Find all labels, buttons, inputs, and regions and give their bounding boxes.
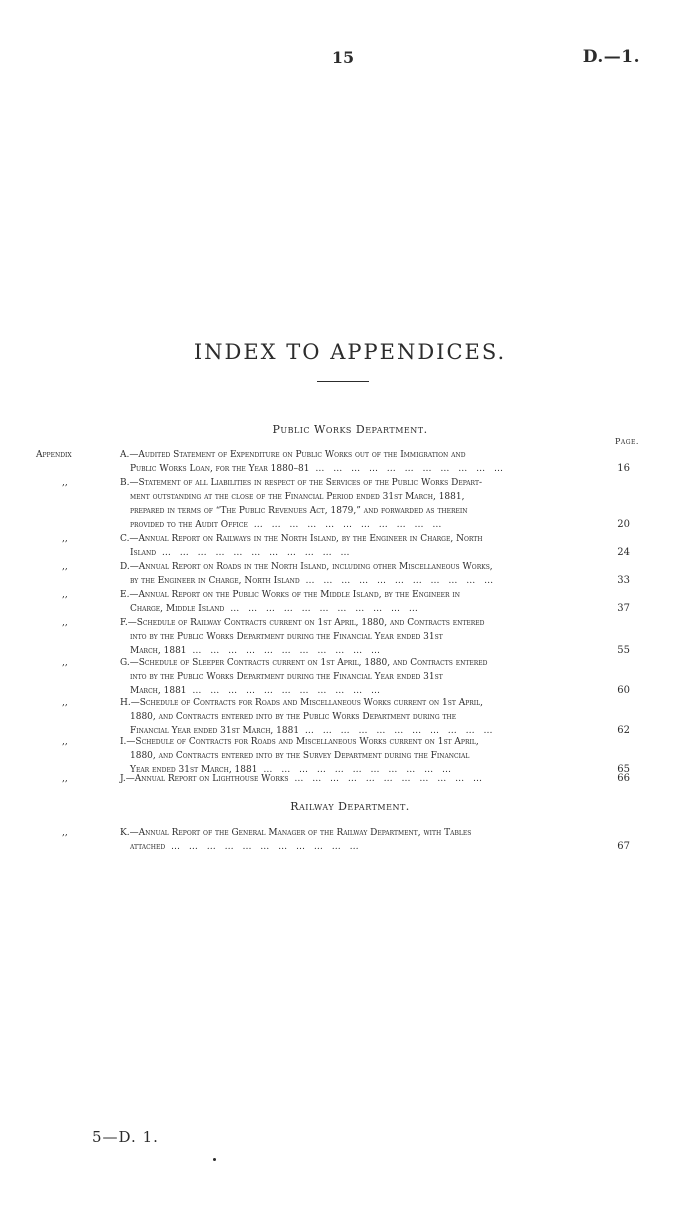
- leader-dots: … … … … … … … … … … …: [299, 726, 496, 736]
- leader-dots: … … … … … … … … … … …: [224, 604, 421, 614]
- index-entry: [36, 560, 640, 588]
- entry-line-text: Schedule of Railway Contracts current on 1st April, 1880, and Contracts entered: [136, 618, 485, 628]
- entry-description: [120, 772, 606, 786]
- appendix-letter: F.—: [120, 618, 137, 628]
- appendix-letter: B.—: [120, 478, 139, 488]
- ditto-mark: ,,: [62, 698, 68, 708]
- entry-page-number: 37: [617, 603, 630, 614]
- entry-line-text: 1880, and Contracts entered into by the Survey Department during the Financial: [130, 751, 470, 761]
- leader-dots: … … … … … … … … … … …: [186, 646, 383, 656]
- entry-line: [130, 840, 606, 854]
- footer-document-code: 5—D. 1.: [92, 1128, 159, 1146]
- index-entry: [36, 772, 640, 786]
- leader-dots: … … … … … … … … … … …: [247, 520, 445, 530]
- entry-line: [120, 656, 606, 670]
- page-number: 15: [331, 48, 355, 67]
- leader-dots: … … … … … … … … … … …: [309, 464, 506, 474]
- print-speck: [213, 1158, 216, 1161]
- entry-line: [120, 735, 606, 749]
- appendix-label: Appendix: [36, 450, 72, 460]
- page-column-label: Page.: [615, 437, 639, 446]
- entry-line: [120, 448, 606, 462]
- entry-line-text: Annual Report on Lighthouse Works: [134, 774, 289, 784]
- ditto-mark: ,,: [62, 618, 68, 628]
- entry-line: [130, 504, 606, 518]
- entry-page-number: 62: [617, 725, 630, 736]
- entry-line-text: March, 1881: [130, 646, 187, 656]
- ditto-mark: ,,: [62, 828, 68, 838]
- entry-line-text: Year ended 31st March, 1881: [130, 765, 258, 775]
- entry-line-text: Charge, Middle Island: [130, 604, 225, 614]
- entry-line-text: Schedule of Contracts for Roads and Miscellaneous Works current on 1st April,: [135, 737, 479, 747]
- entry-page-number: 20: [617, 519, 630, 530]
- entry-description: [120, 656, 606, 698]
- entry-line-text: provided to the Audit Office: [130, 520, 248, 530]
- entry-line: [130, 710, 606, 724]
- entry-line: [120, 696, 606, 710]
- entry-line: [120, 826, 606, 840]
- appendix-letter: D.—: [120, 562, 139, 572]
- leader-dots: … … … … … … … … … … …: [288, 774, 485, 784]
- index-entry: [36, 656, 640, 698]
- entry-page-number: 65: [617, 764, 630, 775]
- entry-line: [120, 476, 606, 490]
- entry-page-number: 60: [617, 685, 630, 696]
- entry-line: [130, 602, 606, 616]
- entry-page-number: 33: [617, 575, 630, 586]
- entry-line-text: Annual Report on the Public Works of the Middle Island, by the Engineer in: [138, 590, 461, 600]
- entry-line: [130, 630, 606, 644]
- entry-line-text: Annual Report on Roads in the North Island, including other Miscellaneous Works,: [138, 562, 493, 572]
- appendix-letter: I.—: [120, 737, 136, 747]
- index-entry: [36, 588, 640, 616]
- entry-description: [120, 532, 606, 560]
- entry-line: [130, 490, 606, 504]
- leader-dots: … … … … … … … … … … …: [156, 548, 353, 558]
- entry-line-text: Annual Report on Railways in the North Island, by the Engineer in Charge, North: [138, 534, 483, 544]
- section-heading-railway: Railway Department.: [290, 800, 410, 813]
- entry-line-text: into by the Public Works Department during the Financial Year ended 31st: [130, 672, 443, 682]
- ditto-mark: ,,: [62, 658, 68, 668]
- document-code: D.—1.: [582, 47, 640, 67]
- entry-line-text: Schedule of Contracts for Roads and Miscellaneous Works current on 1st April,: [139, 698, 483, 708]
- appendix-letter: E.—: [120, 590, 139, 600]
- title-divider: [317, 381, 369, 382]
- index-entry: [36, 616, 640, 658]
- section-heading-public-works: Public Works Department.: [272, 423, 428, 436]
- entry-line-text: by the Engineer in Charge, North Island: [130, 576, 300, 586]
- index-entry: [36, 476, 640, 532]
- entry-line: [120, 560, 606, 574]
- entry-line: [130, 670, 606, 684]
- appendix-letter: J.—: [120, 774, 135, 784]
- entry-description: [120, 826, 606, 854]
- entry-line-text: Financial Year ended 31st March, 1881: [130, 726, 300, 736]
- entry-line: [120, 772, 606, 786]
- appendix-letter: K.—: [120, 828, 139, 838]
- leader-dots: … … … … … … … … … … …: [186, 686, 383, 696]
- entry-line-text: March, 1881: [130, 686, 187, 696]
- appendix-letter: G.—: [120, 658, 139, 668]
- ditto-mark: ,,: [62, 562, 68, 572]
- page-title: INDEX TO APPENDICES.: [193, 340, 507, 364]
- entry-line-text: prepared in terms of “The Public Revenues Act, 1879,” and forwarded as therein: [130, 506, 468, 516]
- leader-dots: … … … … … … … … … … …: [299, 576, 497, 586]
- ditto-mark: ,,: [62, 590, 68, 600]
- entry-description: [120, 560, 606, 588]
- ditto-mark: ,,: [62, 478, 68, 488]
- entry-line-text: Annual Report of the General Manager of the Railway Department, with Tables: [138, 828, 472, 838]
- entry-line: [130, 518, 606, 532]
- entry-description: [120, 476, 606, 532]
- appendix-letter: C.—: [120, 534, 139, 544]
- entry-page-number: 55: [617, 645, 630, 656]
- entry-line-text: Statement of all Liabilities in respect of the Services of the Public Works Depart-: [138, 478, 483, 488]
- entry-line: [130, 574, 606, 588]
- entry-line-text: Schedule of Sleeper Contracts current on 1st April, 1880, and Contracts entered: [138, 658, 488, 668]
- entry-page-number: 67: [617, 841, 630, 852]
- entry-page-number: 66: [617, 773, 630, 784]
- entry-description: [120, 616, 606, 658]
- entry-line: [130, 546, 606, 560]
- leader-dots: … … … … … … … … … … …: [165, 842, 362, 852]
- entry-description: [120, 448, 606, 476]
- entry-line-text: Island: [130, 548, 157, 558]
- appendix-letter: H.—: [120, 698, 140, 708]
- entry-line-text: Audited Statement of Expenditure on Public Works out of the Immigration and: [138, 450, 466, 460]
- entry-line-text: ment outstanding at the close of the Financial Period ended 31st March, 1881,: [130, 492, 465, 502]
- index-entry: [36, 735, 640, 777]
- ditto-mark: ,,: [62, 534, 68, 544]
- entry-page-number: 16: [617, 463, 630, 474]
- leader-dots: … … … … … … … … … … …: [257, 765, 454, 775]
- entry-line-text: into by the Public Works Department during the Financial Year ended 31st: [130, 632, 443, 642]
- entry-line: [120, 616, 606, 630]
- index-entry: [36, 532, 640, 560]
- entry-line: [130, 462, 606, 476]
- entry-description: [120, 696, 606, 738]
- ditto-mark: ,,: [62, 774, 68, 784]
- index-entry: [36, 448, 640, 476]
- index-entry: [36, 826, 640, 854]
- entry-line-text: attached: [130, 842, 166, 852]
- entry-line: [130, 749, 606, 763]
- entry-page-number: 24: [617, 547, 630, 558]
- entry-description: [120, 735, 606, 777]
- entry-description: [120, 588, 606, 616]
- ditto-mark: ,,: [62, 737, 68, 747]
- entry-line: [120, 588, 606, 602]
- entry-line: [120, 532, 606, 546]
- entry-line-text: 1880, and Contracts entered into by the Public Works Department during the: [130, 712, 457, 722]
- entry-line-text: Public Works Loan, for the Year 1880–81: [130, 464, 310, 474]
- index-entry: [36, 696, 640, 738]
- appendix-letter: A.—: [120, 450, 139, 460]
